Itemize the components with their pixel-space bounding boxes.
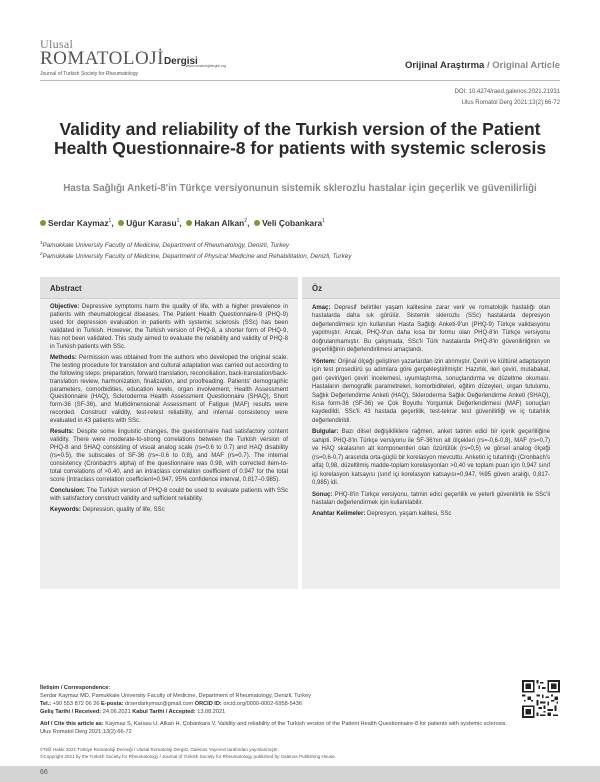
abstract-methods	[50, 355, 288, 427]
journal-logo	[40, 38, 198, 77]
doi-block	[455, 87, 560, 109]
cite-text: Kaymaz S, Karasu U, Alkan H, Çobankara V. Validity and reliability of the Turkish version of the Patient Health Questionnaire-8 for patients with systemic sclerosis. Ulus Romatol Derg 2021;13(2):66-72	[40, 721, 507, 736]
section-label: Amaç:	[312, 305, 331, 311]
author-sup: 1	[322, 218, 325, 225]
affiliation	[40, 240, 289, 249]
section-label: Sonuç:	[312, 491, 333, 498]
article-type-sep: /	[484, 60, 493, 71]
affiliation-text: Pamukkale University Faculty of Medicine, Department of Rheumatology, Denizli, Turkey	[42, 242, 290, 250]
tel-value: +90 553 872 06 26	[52, 701, 100, 708]
qr-code-icon[interactable]	[522, 680, 560, 718]
author-sup: 2	[244, 218, 248, 225]
abstract-heading: Abstract	[40, 277, 298, 299]
author: Serdar Kaymaz$^1$,	[40, 218, 116, 228]
header-rule	[40, 80, 560, 81]
abstract-objective	[50, 304, 288, 352]
article-type	[405, 60, 560, 71]
abstract-body	[40, 299, 298, 515]
logo-main-text	[40, 50, 198, 71]
section-label: Conclusion:	[50, 487, 85, 494]
received-value: 24.06.2021	[102, 709, 131, 716]
orcid-icon[interactable]	[40, 220, 46, 226]
section-label: Keywords:	[50, 506, 81, 513]
logo-subtitle: Journal of Turkish Society for Rheumatology	[40, 71, 139, 77]
section-label: Anahtar Kelimeler:	[312, 511, 366, 518]
section-label: Objective:	[50, 304, 80, 310]
section-text: Orijinal ölçeği geliştiren yazarlardan izin alınmıştır. Çeviri ve kültürel adaptasyon için test prosedürü şu adımlara göre gerçekleştirilmiştir: Hazırlık, ileri çeviri, mutabakat, geri çeviri/geri çeviri incelemesi, uyumlaştırma, sonuçlandırma ve düzeltme okuması. Hastaların demografik parametreleri, komorbiditeleri, eğitim düzeyleri, organ tutulumu, Sağlık Değerlendirme Anketi (HAQ), Skleroderma Sağlık Değerlendirme Anketi (SHAQ), Kısa form-36 (SF-36) ve Çok Boyutlu Yorgunluk Değerlendirmesi (MAF) sonuçları kaydedildi. SSc'li 43 hastada geçerlilik, test-tekrar test güvenilirliği ve iç tutarlılık değerlendirildi.	[312, 358, 551, 424]
author: Hakan Alkan$^2$,	[186, 218, 251, 228]
abstract-conclusion	[50, 488, 288, 504]
section-text: Depression, quality of life, SSc	[82, 506, 165, 513]
affiliation	[40, 251, 351, 260]
section-text: The Turkish version of PHQ-8 could be used to evaluate patients with SSc with satisfactory construct validity and sufficient reliability.	[50, 487, 289, 502]
received-label: Geliş Tarihi / Received:	[40, 709, 102, 716]
logo-url: www.romatolojidergisi.org	[186, 64, 226, 68]
journal-header	[40, 38, 560, 78]
author-sup: 1	[176, 218, 180, 225]
accepted-label: Kabul Tarihi / Accepted:	[132, 709, 196, 716]
section-text: Bazı dilsel değişikliklere rağmen, anket tatmin edici bir içerik geçerliliğine sahipti. PHQ-8'in Türkçe versiyonu ile SF-36'nın alt ölçekleri (rs=-0,6-0,8), MAF (rs=0,7) ve HAQ skalasının alt komponentleri olan özürlülük (rs=0,5) ve görsel analog ölçeği (rs=0,6-0,7) arasında orta-güçlü bir korelasyon mevcuttu. Anketin iç tutarlılığı (Cronbach's alfa) 0,98, düzeltilmiş madde-toplam korelasyonları >0,40 ve toplam puan için 0,947 sınıf içi korelasyon katsayısı (sınıf içi korelasyon katsayısı=0,947, %95 güven aralığı, 0,817-0,985) idi.	[312, 429, 550, 487]
section-text: Depresif belirtiler yaşam kalitesine zarar verir ve romatolojik hastalığı olan hastalarda daha sık görülür. Sistemik sklerozlu (SSc) hastalarda depresyon değerlendirmesi için kullanılan Hasta Sağlığı Anketi-9'un (PHQ-9) Türkçe validasyonu yapılmıştır. Ancak, PHQ-9'un daha kısa bir formu olan PHQ-8'in Türkçe versiyonu doğrulanmamıştır. Bu çalışmada, SSc'li Türk hastalarda PHQ-8'in güvenilirliğinin ve geçerliliğinin değerlendirilmesi amaçlandı.	[312, 305, 550, 354]
email-label: E-posta:	[101, 701, 124, 708]
correspondence-address: Serdar Kaymaz MD, Pamukkale University Faculty of Medicine, Department of Rheumatology, Denizli, Turkey	[40, 693, 311, 700]
article-type-en: Original Article	[492, 60, 560, 71]
article-subtitle: Hasta Sağlığı Anketi-8'in Türkçe versiyonunun sistemik sklerozlu hastalar için geçerlik ve güvenilirliği	[63, 183, 537, 194]
abstract-box	[40, 277, 298, 589]
oz-box	[302, 277, 560, 589]
abstract-results	[50, 429, 288, 485]
oz-amac	[312, 304, 550, 355]
section-label: Yöntem:	[312, 358, 336, 365]
oz-body	[302, 299, 560, 519]
correspondence-dates	[40, 708, 510, 716]
oz-anahtar	[312, 510, 550, 518]
affiliation-text: Pamukkale University Faculty of Medicine, Department of Physical Medicine and Rehabilitation, Denizli, Turkey	[42, 253, 352, 261]
section-label: Bulgular:	[312, 429, 339, 436]
oz-heading: Öz	[302, 277, 560, 299]
author: Uğur Karasu$^1$,	[118, 218, 184, 228]
oz-yontem	[312, 358, 550, 426]
cite-block	[40, 720, 510, 736]
page-number: 66	[40, 769, 48, 776]
author-sup: 1	[108, 218, 112, 225]
copyright-block	[40, 746, 336, 760]
orcid-icon[interactable]	[186, 220, 192, 226]
abstract-keywords	[50, 507, 288, 515]
section-text: Permission was obtained from the authors who developed the original scale. The testing procedure for translation and cultural adaptation was carried out according to the following steps: preparation, forward translation, reconciliation, back-translation/back-translation review, harmonization, finalization, and proofreading. Patients' demographic parameters, comorbidities, education levels, organ involvement, Health Assessment Questionnaire (HAQ), Scleroderma Health Assessment Questionnaire (SHAQ), Short form-36 (SF-36), and Multidimensional Assessment of Fatigue (MAF) results were recorded. Construct validity, test-retest reliability, and internal consistency were evaluated in 43 patients with SSc.	[50, 354, 288, 425]
section-label: Results:	[50, 429, 74, 436]
accepted-value: 13.08.2021	[197, 709, 226, 716]
orcid-icon[interactable]	[254, 220, 260, 226]
orcid-icon[interactable]	[118, 220, 124, 226]
oz-sonuc	[312, 491, 550, 508]
copyright-tr: ©Telif Hakkı 2021 Türkiye Romatoloji Derneği / Ulusal Romatoloji Dergisi, Galenos Yayınevi tarafından yayınlanmıştır.	[40, 747, 279, 752]
email-value[interactable]: drserdarkymaz@gmail.com	[124, 701, 194, 708]
article-type-tr: Orijinal Araştırma	[404, 60, 485, 71]
logo-top-text: Ulusal	[40, 37, 74, 51]
section-text: PHQ-8'in Türkçe versiyonu, tatmin edici geçerlilik ve yeterli güvenilirlik ile SSc'li hastaları değerlendirmek için kullanılabilir.	[312, 491, 550, 506]
logo-dergisi: Dergisi	[163, 56, 198, 67]
section-text: Depresyon, yaşam kalitesi, SSc	[367, 511, 452, 518]
author-name: Hakan Alkan	[194, 218, 245, 228]
orcid-value[interactable]: orcid.org/0000-0002-6958-5436	[223, 701, 303, 708]
orcid-label: ORCID ID:	[194, 701, 222, 708]
section-text: Depressive symptoms harm the quality of life, with a higher prevalence in patients with rheumatological diseases. The Patient Health Questionnaire-9 (PHQ-9) used for depression evaluation in patients with systemic sclerosis (SSc) has been validated in Turkish. However, the Turkish version of PHQ-8, a shorter form of PHQ-9, has not been validated. This study aimed to evaluate the reliability and validity of PHQ-8 in Turkish patients with SSc.	[50, 304, 288, 350]
affiliation-sup: 1	[40, 240, 43, 245]
cite-label: Atıf / Cite this article as:	[40, 721, 104, 727]
correspondence-contacts	[40, 700, 510, 708]
copyright-en: ©Copyright 2021 by the Turkish Society for Rheumatology / Journal of Turkish Society for Rheumatology published by Galenos Publishing House.	[40, 754, 337, 759]
affiliation-sup: 2	[40, 251, 43, 256]
correspondence-label: İletişim / Correspondence:	[40, 685, 111, 691]
citation-line: Ulus Romatol Derg 2021;13(2):66-72	[461, 100, 560, 106]
logo-name: ROMATOLOJİ	[40, 48, 164, 69]
tel-label: Tel.:	[40, 701, 52, 708]
article-title: Validity and reliability of the Turkish version of the Patient Health Questionnaire-8 for patients with systemic sclerosis	[53, 119, 547, 158]
author-list	[40, 218, 325, 228]
oz-bulgular	[312, 428, 550, 487]
author-name: Serdar Kaymaz	[48, 218, 109, 228]
correspondence-block	[40, 684, 510, 716]
section-text: Despite some linguistic changes, the questionnaire had satisfactory content validity. There were moderate-to-strong correlations between the Turkish version of PHQ-8 and SHAQ consisting of visual analog scale (rs=0.6 to 0.7) and HAQ disability (rs=0.5), the subscales of SF-36 (rs=-0.6 to 0.8), and MAF (rs=0.7). The internal consistency (Cronbach's alpha) of the questionnaire was 0.98, with corrected item-to-total correlations of >0.40, and an intraclass correlation coefficient of 0.947 for the total score (Intraclass correlation coefficient=0.947, 95% confidence interval, 0.817–0.985).	[50, 429, 288, 484]
author-name: Uğur Karasu	[126, 218, 177, 228]
doi-line: DOI: 10.4274/raed.galenos.2021.21931	[454, 89, 560, 95]
author-name: Veli Çobankara	[262, 218, 323, 228]
section-label: Methods:	[50, 354, 77, 361]
author	[254, 218, 325, 228]
footer-bar	[0, 766, 600, 782]
